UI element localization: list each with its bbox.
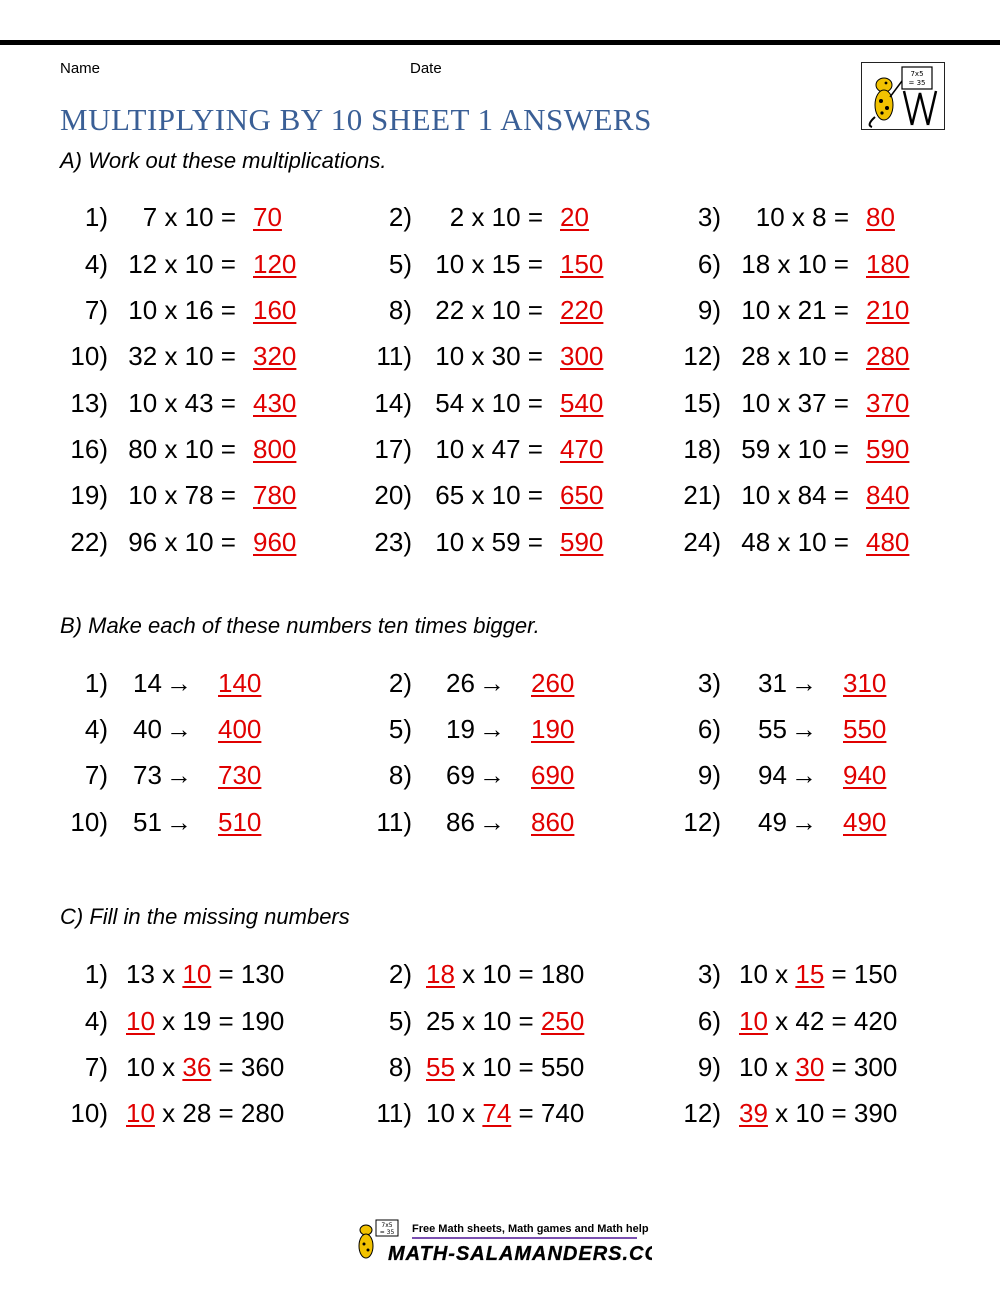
problem-question: 54 x 10 = — [435, 388, 543, 418]
problem-question — [758, 804, 821, 840]
problem-question — [446, 711, 509, 747]
answer: 940 — [843, 760, 887, 790]
equation-part: 10 x — [739, 1052, 796, 1082]
problem-number: 9) — [697, 760, 721, 790]
answer: 470 — [560, 434, 604, 464]
section-b-title: B) Make each of these numbers ten times bigger. — [60, 613, 540, 638]
problem-value: 40 — [133, 714, 162, 744]
table-row — [0, 246, 1000, 282]
arrow-icon: → — [165, 668, 192, 698]
problem-value: 86 — [446, 807, 475, 837]
problem-number: 6) — [697, 1006, 721, 1036]
problem-value: 69 — [446, 760, 475, 790]
problem-question: 12 x 10 = — [128, 249, 236, 279]
problem-number: 17) — [374, 434, 412, 464]
problem-equation — [126, 1095, 284, 1131]
section-a-title: A) Work out these multiplications. — [60, 148, 387, 173]
problem-number: 2) — [388, 202, 412, 232]
table-row — [0, 199, 1000, 235]
equation-part: = 360 — [211, 1052, 285, 1082]
answer: 590 — [866, 434, 910, 464]
answer: 860 — [531, 807, 575, 837]
problem-number: 5) — [388, 249, 412, 279]
answer: 10 — [739, 1006, 768, 1036]
problem-number: 2) — [388, 668, 412, 698]
problem-value: 19 — [446, 714, 475, 744]
answer: 280 — [866, 341, 910, 371]
equation-part: x 28 = 280 — [154, 1098, 285, 1128]
answer: 650 — [560, 480, 604, 510]
answer: 310 — [843, 668, 887, 698]
problem-number: 18) — [683, 434, 721, 464]
problem-number: 9) — [697, 295, 721, 325]
problem-question: 96 x 10 = — [128, 527, 236, 557]
problem-number: 1) — [84, 202, 108, 232]
equation-part: 13 x — [126, 959, 183, 989]
svg-text:= 35: = 35 — [908, 79, 926, 87]
answer: 490 — [843, 807, 887, 837]
table-row — [0, 338, 1000, 374]
problem-number: 3) — [697, 668, 721, 698]
footer-site: MATH-SALAMANDERS.COM — [388, 1243, 652, 1264]
answer: 480 — [866, 527, 910, 557]
answer: 36 — [182, 1052, 212, 1082]
problem-question: 48 x 10 = — [741, 527, 849, 557]
problem-question: 10 x 8 = — [755, 202, 849, 232]
answer: 320 — [253, 341, 297, 371]
problem-question — [758, 665, 821, 701]
arrow-icon: → — [478, 668, 505, 698]
answer: 210 — [866, 295, 910, 325]
salamander-logo — [861, 62, 945, 130]
problem-number: 3) — [697, 202, 721, 232]
answer: 840 — [866, 480, 910, 510]
problem-question: 28 x 10 = — [741, 341, 849, 371]
problem-number: 4) — [84, 714, 108, 744]
answer: 10 — [126, 1098, 155, 1128]
problem-value: 55 — [758, 714, 787, 744]
problem-question: 2 x 10 = — [449, 202, 543, 232]
table-row — [0, 757, 1000, 793]
equation-part: 10 x — [126, 1052, 183, 1082]
problem-number: 4) — [84, 249, 108, 279]
problem-number: 7) — [84, 1052, 108, 1082]
answer: 800 — [253, 434, 297, 464]
answer: 510 — [218, 807, 262, 837]
table-row — [0, 804, 1000, 840]
problem-number: 20) — [374, 480, 412, 510]
problem-number: 11) — [376, 1098, 412, 1128]
arrow-icon: → — [790, 807, 817, 837]
problem-number: 8) — [388, 295, 412, 325]
problem-number: 2) — [388, 959, 412, 989]
arrow-icon: → — [790, 714, 817, 744]
table-row — [0, 711, 1000, 747]
table-row — [0, 524, 1000, 560]
answer: 960 — [253, 527, 297, 557]
table-row — [0, 431, 1000, 467]
svg-text:= 35: = 35 — [379, 1229, 395, 1236]
table-row — [0, 665, 1000, 701]
answer: 540 — [560, 388, 604, 418]
problem-question — [133, 711, 196, 747]
arrow-icon: → — [790, 760, 817, 790]
problem-number: 6) — [697, 249, 721, 279]
problem-value: 73 — [133, 760, 162, 790]
problem-number: 11) — [376, 341, 412, 371]
problem-number: 15) — [683, 388, 721, 418]
problem-number: 13) — [70, 388, 108, 418]
answer: 730 — [218, 760, 262, 790]
problem-number: 24) — [683, 527, 721, 557]
problem-value: 31 — [758, 668, 787, 698]
section-c-title: C) Fill in the missing numbers — [60, 904, 350, 929]
answer: 150 — [560, 249, 604, 279]
problem-number: 6) — [697, 714, 721, 744]
problem-number: 10) — [70, 807, 108, 837]
equation-part: x 10 = 180 — [454, 959, 585, 989]
problem-number: 8) — [388, 760, 412, 790]
top-rule — [0, 40, 1000, 45]
table-row — [0, 1095, 1000, 1131]
answer: 190 — [531, 714, 575, 744]
equation-part: = 150 — [824, 959, 898, 989]
answer: 550 — [843, 714, 887, 744]
problem-question — [758, 757, 821, 793]
problem-equation — [426, 956, 584, 992]
arrow-icon: → — [165, 760, 192, 790]
problem-question: 10 x 47 = — [435, 434, 543, 464]
problem-number: 1) — [84, 668, 108, 698]
footer-tagline: Free Math sheets, Math games and Math help — [412, 1223, 649, 1235]
problem-equation — [739, 1095, 897, 1131]
answer: 30 — [795, 1052, 825, 1082]
problem-equation — [739, 1049, 897, 1085]
svg-text:7x5: 7x5 — [381, 1222, 393, 1229]
problem-number: 4) — [84, 1006, 108, 1036]
problem-question — [133, 804, 196, 840]
problem-number: 12) — [683, 807, 721, 837]
answer: 18 — [426, 959, 455, 989]
answer: 10 — [182, 959, 212, 989]
answer: 20 — [560, 202, 589, 232]
table-row — [0, 385, 1000, 421]
problem-number: 5) — [388, 1006, 412, 1036]
table-row — [0, 1049, 1000, 1085]
problem-number: 10) — [70, 1098, 108, 1128]
problem-question: 10 x 21 = — [741, 295, 849, 325]
table-row — [0, 292, 1000, 328]
answer: 220 — [560, 295, 604, 325]
problem-number: 7) — [84, 295, 108, 325]
problem-question: 10 x 59 = — [435, 527, 543, 557]
answer: 74 — [482, 1098, 512, 1128]
problem-value: 94 — [758, 760, 787, 790]
problem-number: 8) — [388, 1052, 412, 1082]
problem-equation — [426, 1003, 584, 1039]
problem-question — [133, 665, 196, 701]
problem-question — [446, 804, 509, 840]
problem-question: 10 x 43 = — [128, 388, 236, 418]
answer: 250 — [540, 1006, 585, 1036]
answer: 140 — [218, 668, 262, 698]
problem-question: 7 x 10 = — [142, 202, 236, 232]
answer: 690 — [531, 760, 575, 790]
problem-number: 14) — [374, 388, 412, 418]
problem-question: 65 x 10 = — [435, 480, 543, 510]
problem-equation — [739, 956, 897, 992]
problem-number: 9) — [697, 1052, 721, 1082]
problem-equation — [426, 1095, 584, 1131]
arrow-icon: → — [165, 714, 192, 744]
equation-part: x 42 = 420 — [767, 1006, 898, 1036]
answer: 590 — [560, 527, 604, 557]
problem-number: 3) — [697, 959, 721, 989]
problem-number: 19) — [70, 480, 108, 510]
problem-number: 23) — [374, 527, 412, 557]
answer: 260 — [531, 668, 575, 698]
problem-question: 10 x 78 = — [128, 480, 236, 510]
problem-number: 12) — [683, 341, 721, 371]
problem-value: 26 — [446, 668, 475, 698]
answer: 180 — [866, 249, 910, 279]
answer: 39 — [739, 1098, 768, 1128]
problem-value: 51 — [133, 807, 162, 837]
answer: 370 — [866, 388, 910, 418]
problem-equation — [126, 956, 284, 992]
problem-value: 14 — [133, 668, 162, 698]
problem-number: 16) — [70, 434, 108, 464]
equation-part: x 10 = 390 — [767, 1098, 898, 1128]
problem-number: 1) — [84, 959, 108, 989]
problem-question: 10 x 37 = — [741, 388, 849, 418]
table-row — [0, 956, 1000, 992]
problem-equation — [126, 1049, 284, 1085]
name-label: Name — [60, 60, 101, 77]
problem-equation — [739, 1003, 897, 1039]
arrow-icon: → — [165, 807, 192, 837]
answer: 55 — [426, 1052, 455, 1082]
problem-value: 49 — [758, 807, 787, 837]
arrow-icon: → — [478, 807, 505, 837]
answer: 70 — [253, 202, 282, 232]
equation-part: = 130 — [211, 959, 285, 989]
problem-question: 10 x 84 = — [741, 480, 849, 510]
problem-question — [446, 757, 509, 793]
problem-number: 21) — [683, 480, 721, 510]
arrow-icon: → — [478, 760, 505, 790]
problem-question: 80 x 10 = — [128, 434, 236, 464]
answer: 430 — [253, 388, 297, 418]
answer: 780 — [253, 480, 297, 510]
equation-part: x 19 = 190 — [154, 1006, 285, 1036]
problem-question: 32 x 10 = — [128, 341, 236, 371]
page-title: MULTIPLYING BY 10 SHEET 1 ANSWERS — [60, 102, 652, 137]
problem-number: 10) — [70, 341, 108, 371]
problem-question — [133, 757, 196, 793]
answer: 10 — [126, 1006, 155, 1036]
problem-question: 10 x 16 = — [128, 295, 236, 325]
answer: 120 — [253, 249, 297, 279]
table-row — [0, 1003, 1000, 1039]
arrow-icon: → — [790, 668, 817, 698]
problem-question: 10 x 15 = — [435, 249, 543, 279]
problem-number: 22) — [70, 527, 108, 557]
answer: 80 — [866, 202, 895, 232]
problem-question: 59 x 10 = — [741, 434, 849, 464]
problem-number: 11) — [376, 807, 412, 837]
answer: 400 — [218, 714, 262, 744]
problem-question: 22 x 10 = — [435, 295, 543, 325]
equation-part: = 300 — [824, 1052, 898, 1082]
problem-equation — [126, 1003, 284, 1039]
answer: 15 — [795, 959, 825, 989]
footer-logo — [352, 1216, 652, 1264]
problem-question: 18 x 10 = — [741, 249, 849, 279]
problem-number: 7) — [84, 760, 108, 790]
problem-number: 12) — [683, 1098, 721, 1128]
equation-part: 25 x 10 = — [426, 1006, 541, 1036]
equation-part: = 740 — [511, 1098, 585, 1128]
problem-question — [446, 665, 509, 701]
problem-question: 10 x 30 = — [435, 341, 543, 371]
arrow-icon: → — [478, 714, 505, 744]
problem-equation — [426, 1049, 584, 1085]
table-row — [0, 477, 1000, 513]
date-label: Date — [410, 60, 442, 77]
answer: 300 — [560, 341, 604, 371]
answer: 160 — [253, 295, 297, 325]
problem-number: 5) — [388, 714, 412, 744]
equation-part: 10 x — [426, 1098, 483, 1128]
problem-question — [758, 711, 821, 747]
logo-text: 7x5 — [910, 70, 924, 78]
equation-part: x 10 = 550 — [454, 1052, 585, 1082]
equation-part: 10 x — [739, 959, 796, 989]
